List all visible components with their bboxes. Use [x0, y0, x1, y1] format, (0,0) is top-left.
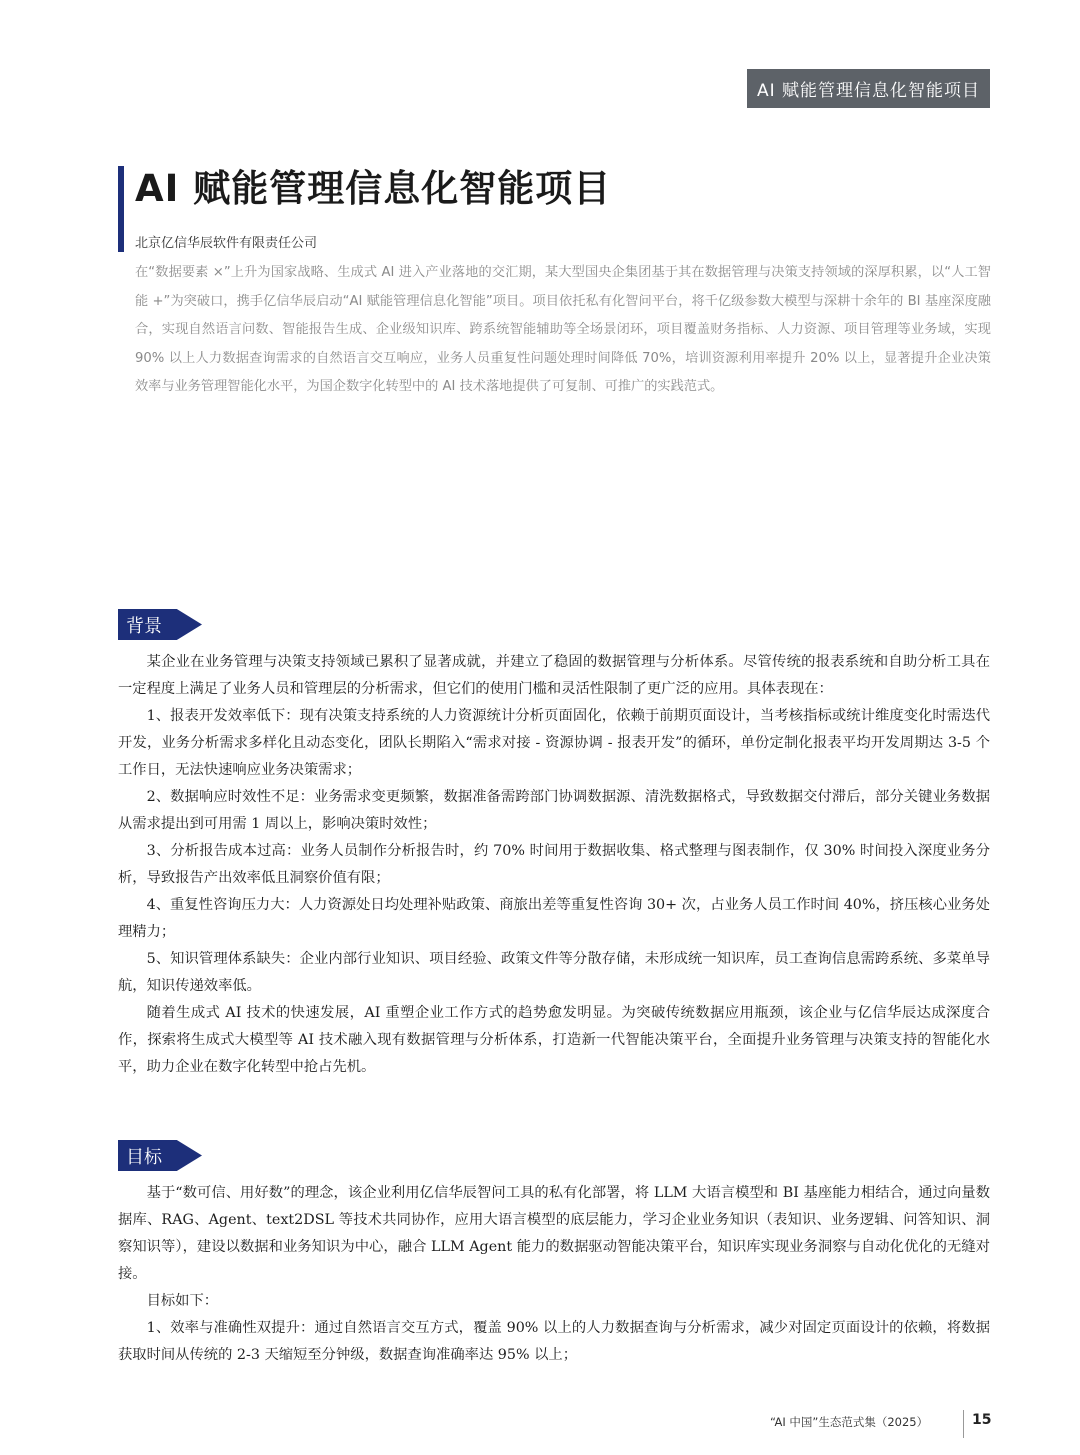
paragraph: 4、重复性咨询压力大：人力资源处日均处理补贴政策、商旅出差等重复性咨询 30+ 次，占业务人员工作时间 40%，挤压核心业务处理精力； — [118, 897, 990, 940]
background-body — [118, 649, 990, 1081]
paragraph: 3、分析报告成本过高：业务人员制作分析报告时，约 70% 时间用于数据收集、格式整理与图表制作，仅 30% 时间投入深度业务分析，导致报告产出效率低且洞察价值有限； — [118, 843, 990, 886]
paragraph: 某企业在业务管理与决策支持领域已累积了显著成就，并建立了稳固的数据管理与分析体系。尽管传统的报表系统和自助分析工具在一定程度上满足了业务人员和管理层的分析需求，但它们的使用门槛和灵活性限制了更广泛的应用。具体表现在： — [118, 654, 990, 697]
goals-body — [118, 1180, 990, 1369]
goals-heading-label: 目标 — [126, 1147, 162, 1168]
footer-divider — [963, 1410, 964, 1438]
paragraph: 1、报表开发效率低下：现有决策支持系统的人力资源统计分析页面固化，依赖于前期页面设计，当考核指标或统计维度变化时需迭代开发，业务分析需求多样化且动态变化，团队长期陷入“需求对接 - 资源协调 - 报表开发”的循环，单份定制化报表平均开发周期达 3-5 个工作日，无法快速响应业务决策需求； — [118, 708, 990, 778]
title-accent-bar — [118, 166, 124, 252]
paragraph: 基于“数可信、用好数”的理念，该企业利用亿信华辰智问工具的私有化部署，将 LLM 大语言模型和 BI 基座能力相结合，通过向量数据库、RAG、Agent、text2DSL 等技术共同协作，应用大语言模型的底层能力，学习企业业务知识（表知识、业务逻辑、问答知识、洞察知识等），建设以数据和业务知识为中心，融合 LLM Agent 能力的数据驱动智能决策平台，知识库实现业务洞察与自动化优化的无缝对接。 — [118, 1185, 990, 1282]
background-section-heading — [118, 609, 202, 640]
paragraph: 2、数据响应时效性不足：业务需求变更频繁，数据准备需跨部门协调数据源、清洗数据格式，导致数据交付滞后，部分关键业务数据从需求提出到可用需 1 周以上，影响决策时效性； — [118, 789, 990, 832]
article-title: AI 赋能管理信息化智能项目 — [135, 167, 612, 210]
header-section-tag: AI 赋能管理信息化智能项目 — [747, 69, 990, 108]
footer-publication: “AI 中国”生态范式集（2025） — [770, 1415, 929, 1429]
company-name: 北京亿信华辰软件有限责任公司 — [135, 236, 318, 251]
article-abstract: 在“数据要素 ×”上升为国家战略、生成式 AI 进入产业落地的交汇期，某大型国央企集团基于其在数据管理与决策支持领域的深厚积累，以“人工智能 +”为突破口，携手亿信华辰启动“AI 赋能管理信息化智能”项目。项目依托私有化智问平台，将千亿级参数大模型与深耕十余年的 BI 基座深度融合，实现自然语言问数、智能报告生成、企业级知识库、跨系统智能辅助等全场景闭环，项目覆盖财务指标、人力资源、项目管理等业务域，实现 90% 以上人力数据查询需求的自然语言交互响应，业务人员重复性问题处理时间降低 70%，培训资源利用率提升 20% 以上，显著提升企业决策效率与业务管理智能化水平，为国企数字化转型中的 AI 技术落地提供了可复制、可推广的实践范式。 — [135, 265, 991, 394]
paragraph: 目标如下： — [146, 1293, 219, 1309]
paragraph: 随着生成式 AI 技术的快速发展，AI 重塑企业工作方式的趋势愈发明显。为突破传统数据应用瓶颈，该企业与亿信华辰达成深度合作，探索将生成式大模型等 AI 技术融入现有数据管理与分析体系，打造新一代智能决策平台，全面提升业务管理与决策支持的智能化水平，助力企业在数字化转型中抢占先机。 — [118, 1005, 990, 1075]
paragraph: 1、效率与准确性双提升：通过自然语言交互方式，覆盖 90% 以上的人力数据查询与分析需求，减少对固定页面设计的依赖，将数据获取时间从传统的 2-3 天缩短至分钟级，数据查询准确率达 95% 以上； — [118, 1320, 990, 1363]
goals-section-heading — [118, 1140, 202, 1171]
page-number: 15 — [972, 1412, 992, 1428]
background-heading-label: 背景 — [126, 616, 162, 637]
paragraph: 5、知识管理体系缺失：企业内部行业知识、项目经验、政策文件等分散存储，未形成统一知识库，员工查询信息需跨系统、多菜单导航，知识传递效率低。 — [118, 951, 990, 994]
